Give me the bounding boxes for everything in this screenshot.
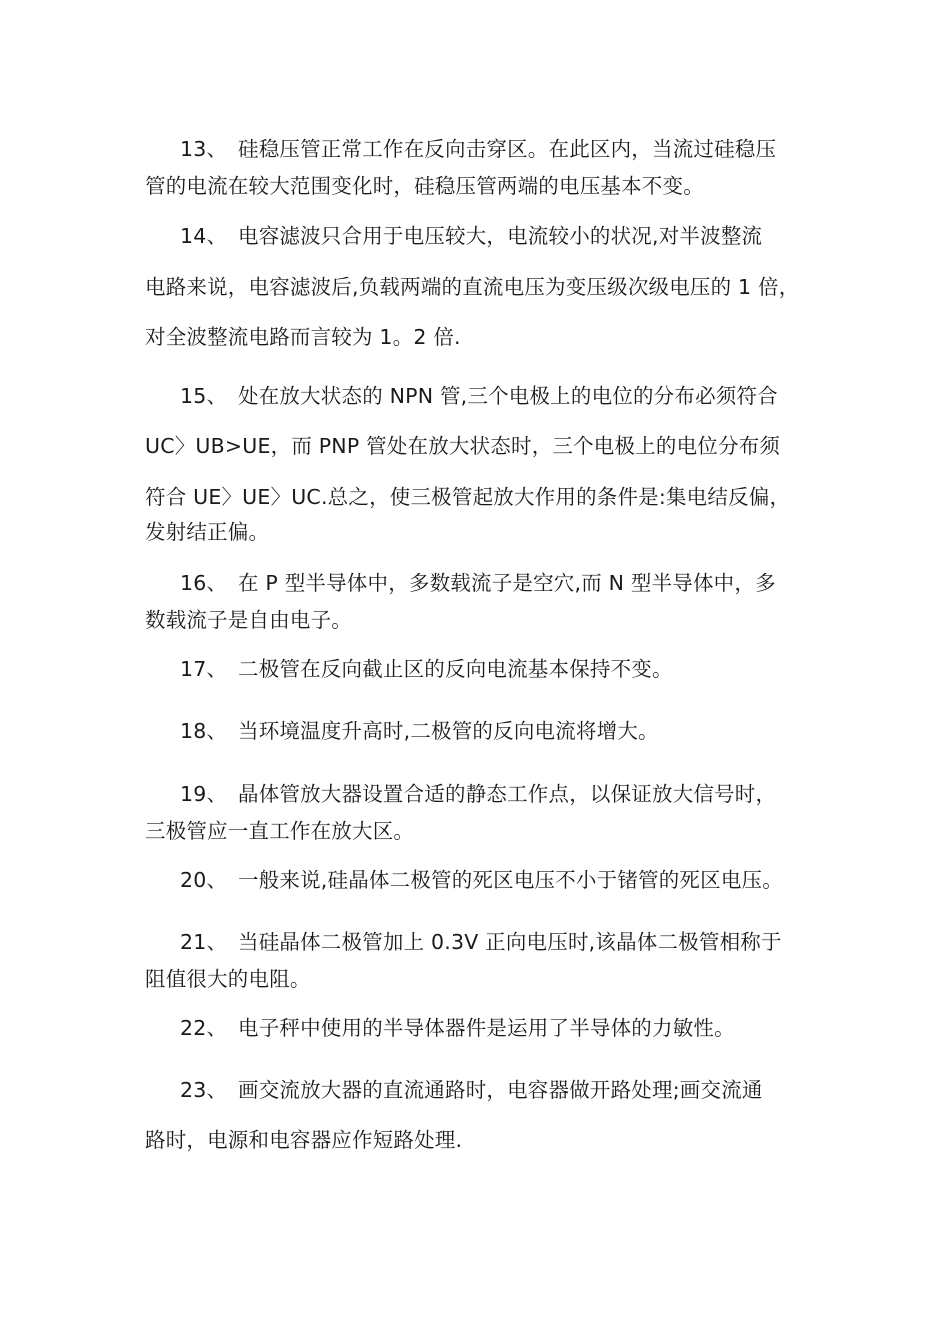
item-text: 一般来说,硅晶体二极管的死区电压不小于锗管的死区电压。 <box>238 868 783 892</box>
item-15-line-2: UC〉UB>UE，而 PNP 管处在放大状态时，三个电极上的电位分布须 <box>145 434 781 458</box>
item-15-line-4: 发射结正偏。 <box>145 520 270 544</box>
item-23-line-1 <box>180 1075 880 1105</box>
item-14-line-2: 电路来说，电容滤波后,负载两端的直流电压为变压级次级电压的 1 倍， <box>145 275 800 299</box>
item-text: 在 P 型半导体中，多数载流子是空穴,而 N 型半导体中，多 <box>238 571 776 595</box>
item-16-line-2: 数载流子是自由电子。 <box>145 608 352 632</box>
item-text: 二极管在反向截止区的反向电流基本保持不变。 <box>238 657 673 681</box>
item-number: 22、 <box>180 1016 228 1040</box>
item-18-line-1 <box>180 716 880 746</box>
item-15-line-1 <box>180 381 880 411</box>
item-text: 晶体管放大器设置合适的静态工作点，以保证放大信号时， <box>238 782 777 806</box>
item-number: 13、 <box>180 137 228 161</box>
item-19-line-2: 三极管应一直工作在放大区。 <box>145 819 415 843</box>
item-text: 当硅晶体二极管加上 0.3V 正向电压时,该晶体二极管相称于 <box>238 930 782 954</box>
item-14-line-3: 对全波整流电路而言较为 1。2 倍. <box>145 325 461 349</box>
item-13-line-2: 管的电流在较大范围变化时，硅稳压管两端的电压基本不变。 <box>145 174 704 198</box>
item-number: 21、 <box>180 930 228 954</box>
item-text: 硅稳压管正常工作在反向击穿区。在此区内，当流过硅稳压 <box>238 137 777 161</box>
item-14-line-1 <box>180 221 880 251</box>
item-number: 15、 <box>180 384 228 408</box>
item-15-line-3: 符合 UE〉UE〉UC.总之，使三极管起放大作用的条件是:集电结反偏， <box>145 485 791 509</box>
item-text: 电容滤波只合用于电压较大，电流较小的状况,对半波整流 <box>238 224 763 248</box>
item-21-line-2: 阻值很大的电阻。 <box>145 967 311 991</box>
item-text: 画交流放大器的直流通路时，电容器做开路处理;画交流通 <box>238 1078 763 1102</box>
item-20-line-1 <box>180 865 880 895</box>
item-text: 处在放大状态的 NPN 管,三个电极上的电位的分布必须符合 <box>238 384 778 408</box>
item-number: 19、 <box>180 782 228 806</box>
item-number: 23、 <box>180 1078 228 1102</box>
item-number: 18、 <box>180 719 228 743</box>
item-text: 当环境温度升高时,二极管的反向电流将增大。 <box>238 719 659 743</box>
item-23-line-2: 路时，电源和电容器应作短路处理. <box>145 1128 463 1152</box>
item-text: 电子秤中使用的半导体器件是运用了半导体的力敏性。 <box>238 1016 735 1040</box>
item-16-line-1 <box>180 568 880 598</box>
item-number: 20、 <box>180 868 228 892</box>
item-19-line-1 <box>180 779 880 809</box>
item-22-line-1 <box>180 1013 880 1043</box>
item-21-line-1 <box>180 927 880 957</box>
item-number: 17、 <box>180 657 228 681</box>
item-17-line-1 <box>180 654 880 684</box>
item-number: 14、 <box>180 224 228 248</box>
item-number: 16、 <box>180 571 228 595</box>
item-13-line-1 <box>180 134 880 164</box>
